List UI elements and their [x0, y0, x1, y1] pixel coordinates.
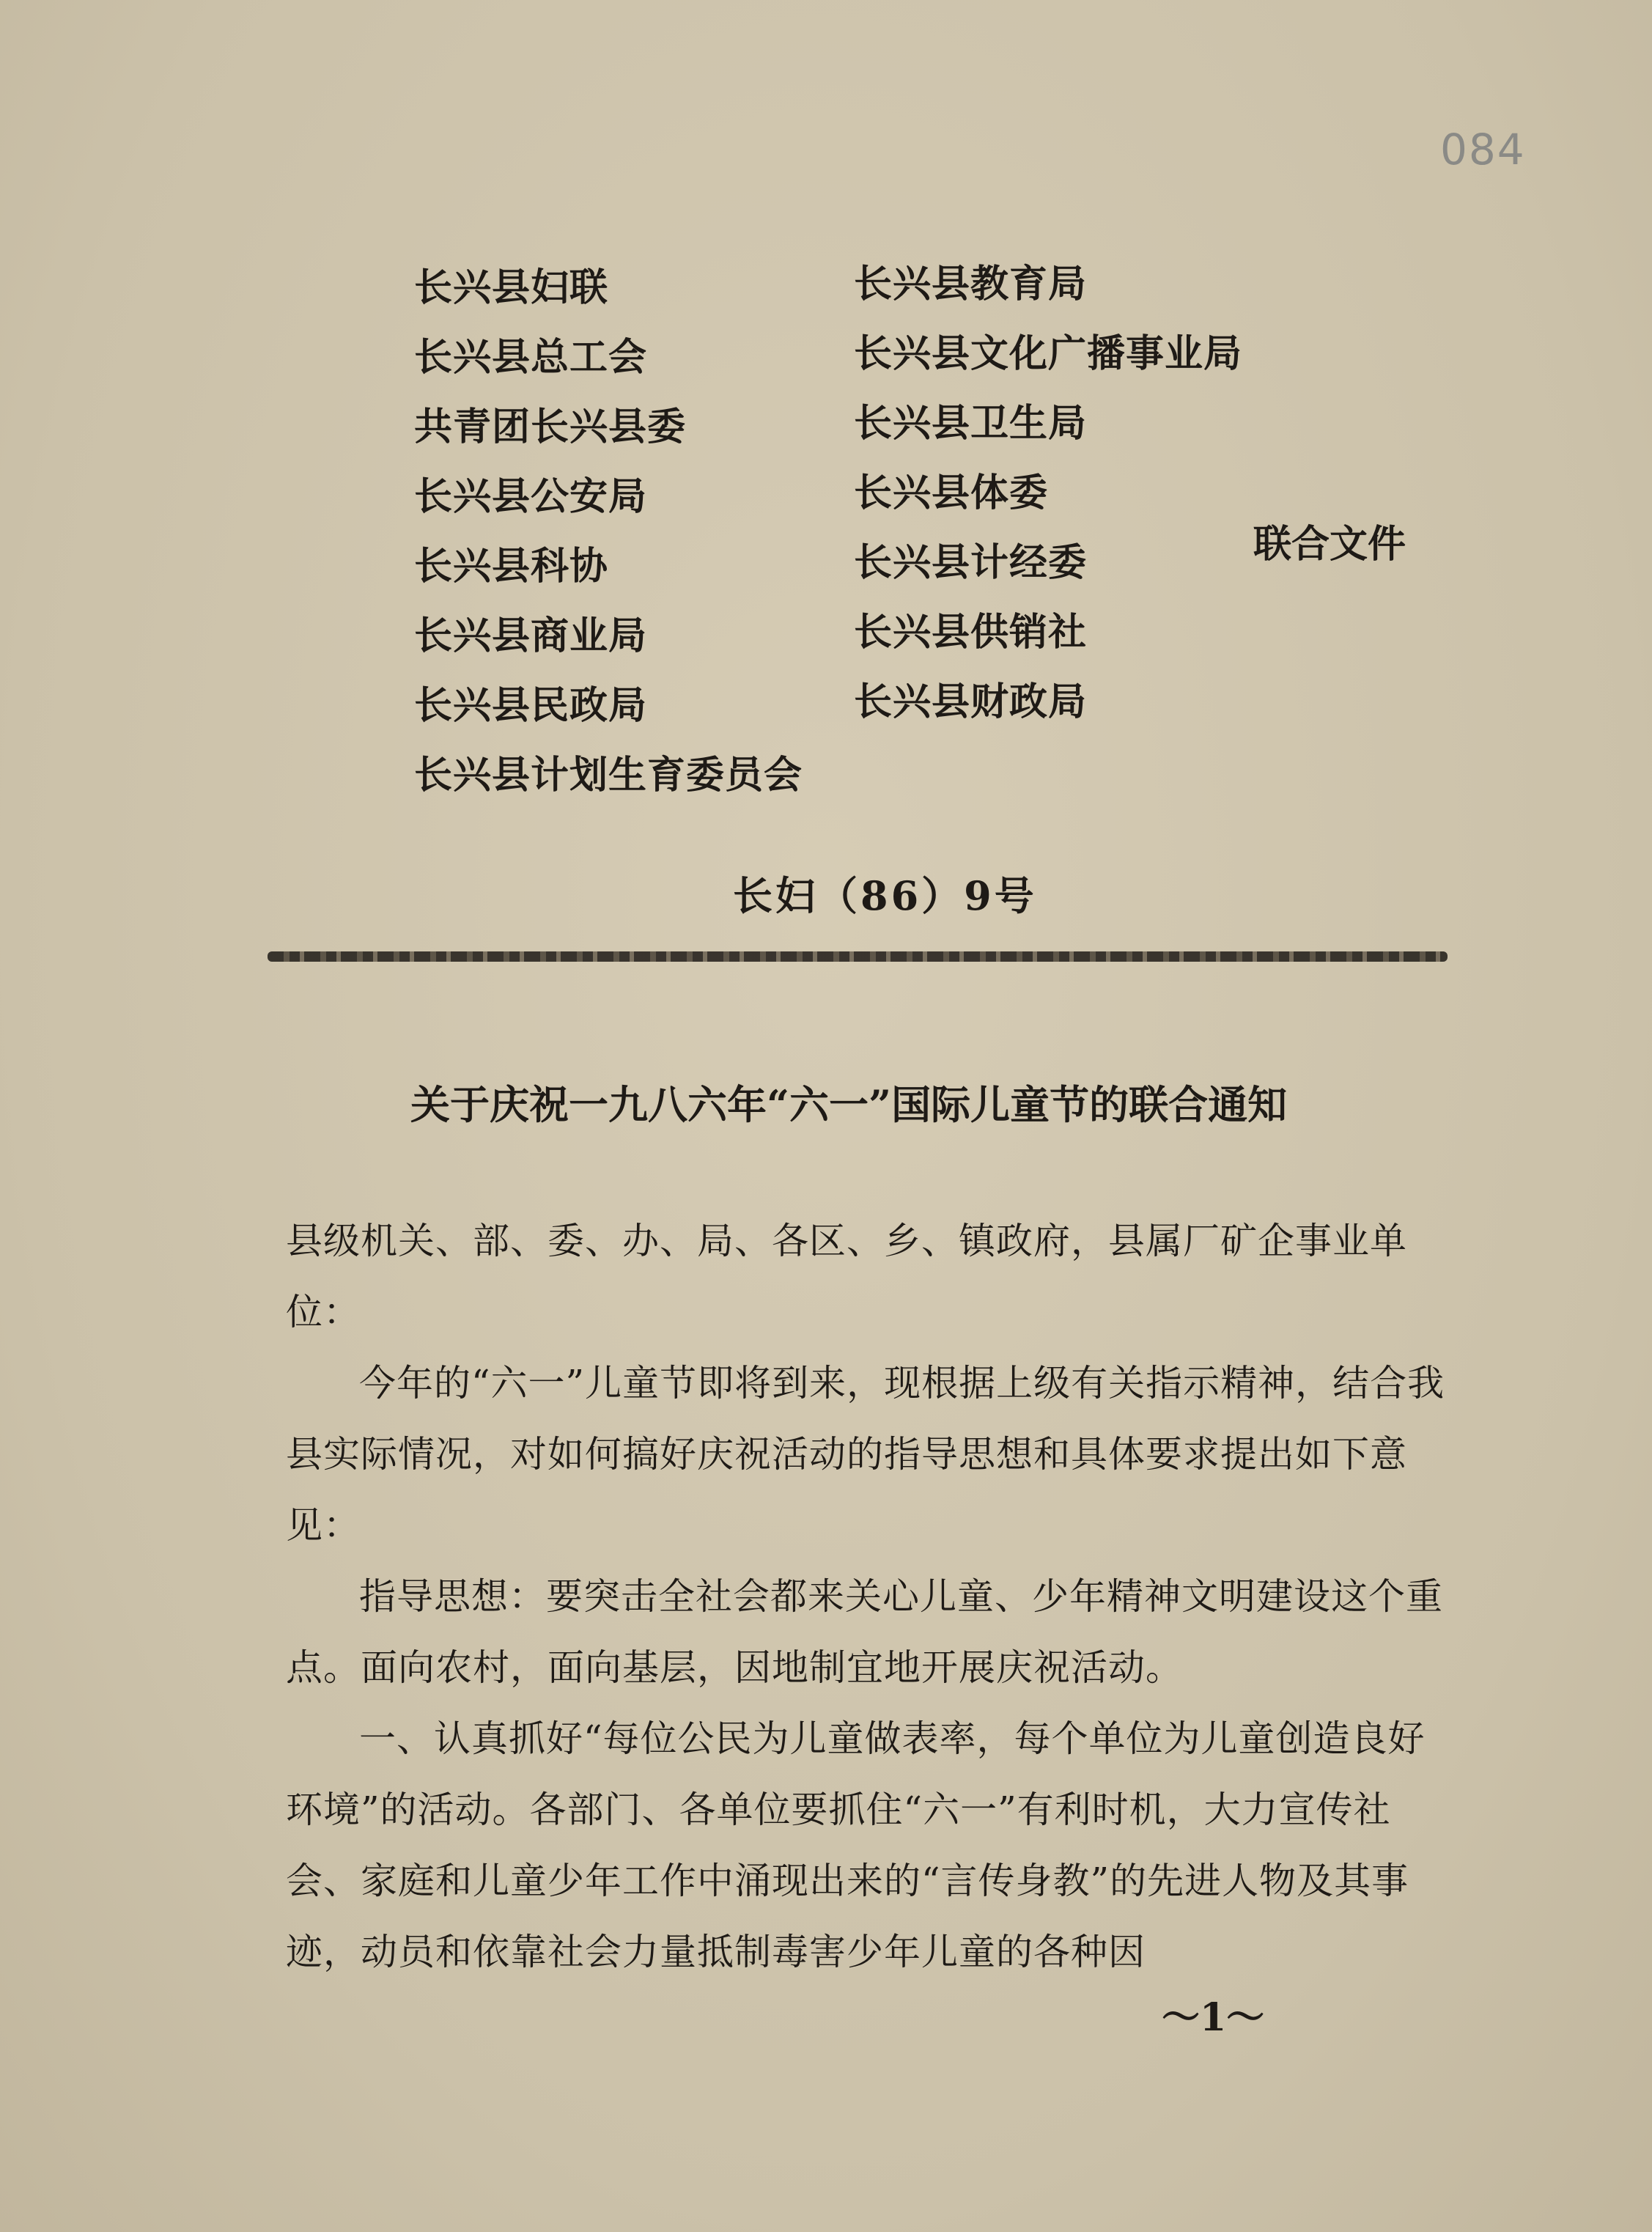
issuers-left-column	[414, 253, 803, 810]
issuer-name: 长兴县总工会	[414, 335, 648, 380]
issuer-name: 长兴县教育局	[854, 262, 1088, 306]
page-number: ～1～	[1162, 1995, 1265, 2040]
body-paragraph: 今年的“六一”儿童节即将到来，现根据上级有关指示精神，结合我县实际情况，对如何搞好庆祝活动的指导思想和具体要求提出如下意见：	[286, 1362, 1445, 1547]
notice-title: 关于庆祝一九八六年“六一”国际儿童节的联合通知	[410, 1081, 1288, 1128]
body-paragraph: 一、认真抓好“每位公民为儿童做表率，每个单位为儿童创造良好环境”的活动。各部门、各单位要抓住“六一”有利时机，大力宣传社会、家庭和儿童少年工作中涌现出来的“言传身教”的先进人物及其事迹，动员和依靠社会力量抵制毒害少年儿童的各种因	[286, 1717, 1426, 1973]
issuer-name: 长兴县体委	[854, 471, 1049, 515]
joint-document-label: 联合文件	[1253, 522, 1406, 567]
issuer-name: 长兴县卫生局	[854, 401, 1088, 446]
issuer-name: 长兴县供销社	[854, 610, 1088, 655]
document-number: 长妇（86）9号	[733, 872, 1037, 919]
header-separator-line	[268, 951, 1448, 962]
issuer-name: 长兴县计经委	[854, 540, 1088, 585]
issuer-name: 长兴县科协	[414, 544, 609, 589]
issuer-name: 长兴县妇联	[414, 265, 609, 310]
issuer-name: 长兴县文化广播事业局	[854, 331, 1243, 376]
issuer-name: 长兴县商业局	[414, 614, 648, 658]
issuers-right-column	[854, 249, 1242, 737]
archive-number: 084	[1440, 125, 1526, 174]
addressee-paragraph: 县级机关、部、委、办、局、各区、乡、镇政府，县属厂矿企事业单位：	[286, 1220, 1407, 1333]
issuer-name: 长兴县公安局	[414, 474, 648, 519]
issuer-name: 长兴县财政局	[854, 679, 1088, 724]
body-paragraph: 指导思想：要突击全社会都来关心儿童、少年精神文明建设这个重点。面向农村，面向基层，因地制宜地开展庆祝活动。	[286, 1575, 1443, 1689]
issuer-name: 长兴县计划生育委员会	[414, 753, 803, 798]
issuer-name: 共青团长兴县委	[414, 405, 687, 449]
notice-body	[286, 1206, 1459, 1988]
issuer-name: 长兴县民政局	[414, 683, 648, 728]
